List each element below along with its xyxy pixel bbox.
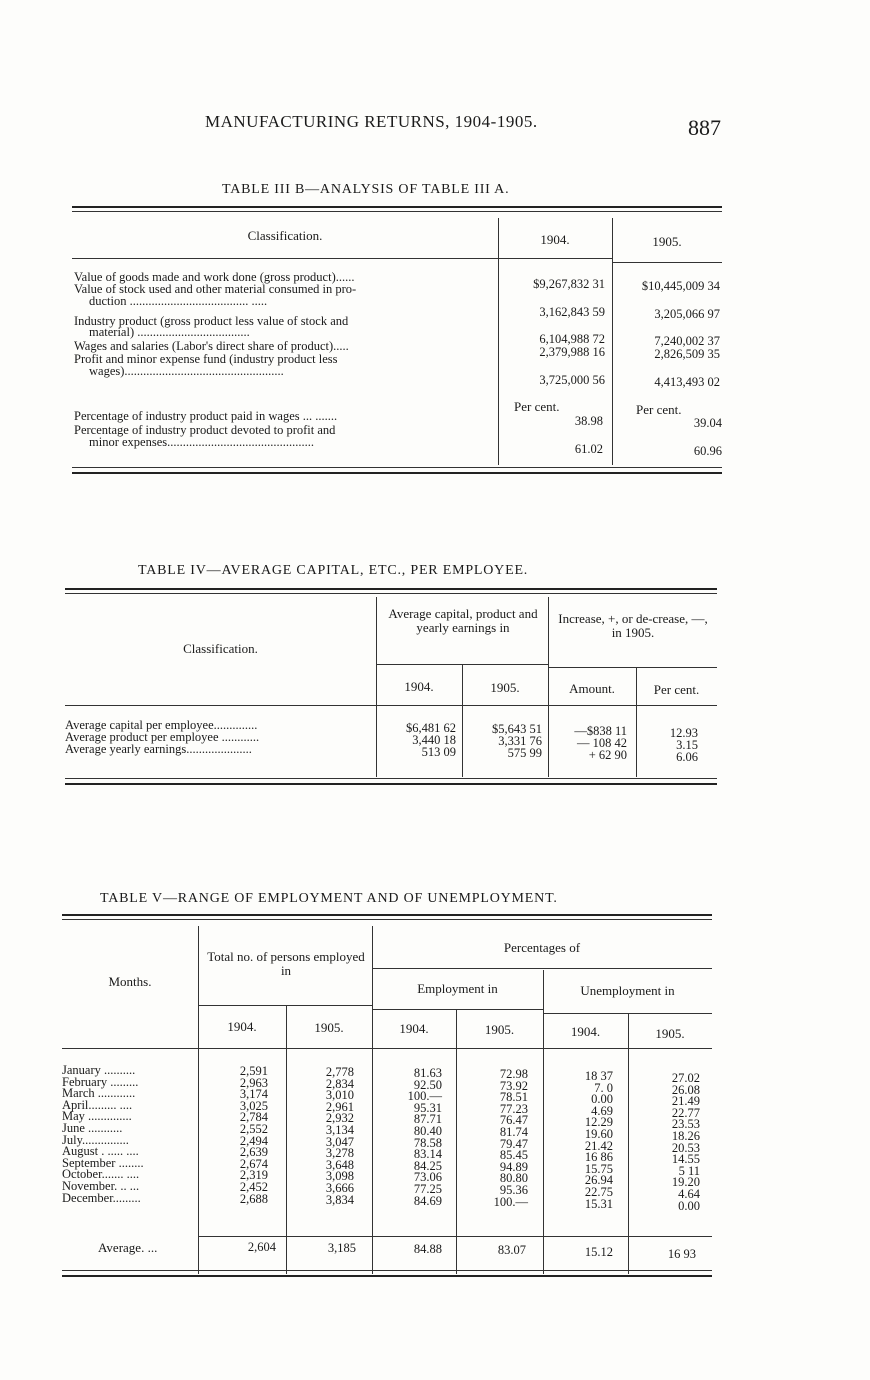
t5-total-1904: 3,174 xyxy=(239,1087,268,1102)
t4-value-percent: 6.06 xyxy=(676,750,698,764)
t5-month: September ........ xyxy=(62,1155,144,1170)
t5-average-emp-1904: 84.88 xyxy=(413,1242,442,1256)
t5-total-1904: 2,591 xyxy=(239,1064,268,1078)
t5-emp-1905: 94.89 xyxy=(499,1159,528,1174)
t3b-value-1905: 4,413,493 02 xyxy=(654,375,720,389)
t5-header-months: Months. xyxy=(108,974,152,989)
t3b-row-label: wages)................................................... xyxy=(89,364,284,378)
t3b-percent-label-1904: Per cent. xyxy=(514,399,560,414)
t3b-row-label: Industry product (gross product less value of stock and xyxy=(74,314,349,328)
t5-emp-1904: 100.— xyxy=(407,1089,442,1104)
t3b-row-label: Percentage of industry product paid in wages ... ....... xyxy=(74,409,338,423)
t5-emp-1905: 81.74 xyxy=(499,1125,528,1139)
t5-total-1905: 3,047 xyxy=(325,1134,354,1149)
t5-emp-1904: 77.25 xyxy=(413,1182,442,1196)
t5-header-emp-1904: 1904. xyxy=(399,1021,429,1036)
t5-total-1904: 2,674 xyxy=(239,1156,268,1171)
t5-header-total-1905: 1905. xyxy=(314,1020,344,1035)
t4-value-1905: $5,643 51 xyxy=(492,722,542,736)
t5-unemp-1904: 4.69 xyxy=(591,1103,613,1118)
t5-month: April......... .... xyxy=(62,1097,133,1112)
t3b-value-1905: 2,826,509 35 xyxy=(654,347,720,361)
t3b-value-1904: 3,725,000 56 xyxy=(539,373,605,387)
t3b-row-label: Wages and salaries (Labor's direct share of product)..... xyxy=(74,339,349,353)
t5-emp-1904: 73.06 xyxy=(413,1170,442,1185)
t5-average-total-1905: 3,185 xyxy=(327,1241,356,1255)
t5-emp-1904: 83.14 xyxy=(413,1147,442,1162)
t5-unemp-1905: 23.53 xyxy=(671,1117,700,1132)
t5-total-1905: 3,098 xyxy=(325,1169,354,1184)
t5-total-1904: 2,552 xyxy=(239,1122,268,1136)
t5-emp-1904: 84.25 xyxy=(413,1158,442,1173)
t4-value-1905: 575 99 xyxy=(507,746,542,760)
t5-unemp-1904: 16 86 xyxy=(584,1150,613,1165)
t5-total-1905: 2,932 xyxy=(325,1111,354,1126)
t5-header-total: Total no. of persons employed in xyxy=(207,949,365,978)
t5-emp-1905: 80.80 xyxy=(499,1171,528,1186)
t5-emp-1905: 78.51 xyxy=(499,1090,528,1105)
t5-header-unemployment: Unemployment in xyxy=(580,983,675,998)
t5-unemp-1905: 5 11 xyxy=(678,1163,700,1178)
t3b-value-1904: 3,162,843 59 xyxy=(539,305,605,319)
t5-emp-1904: 92.50 xyxy=(413,1077,442,1092)
t5-unemp-1904: 15.75 xyxy=(584,1161,613,1176)
t4-row-label: Average capital per employee.............. xyxy=(65,718,258,732)
t5-month: June ........... xyxy=(62,1121,123,1135)
t4-header-group-2: Increase, +, or de-crease, —, in 1905. xyxy=(558,611,708,640)
t5-unemp-1904: 15.31 xyxy=(584,1196,613,1211)
t5-total-1905: 3,278 xyxy=(325,1146,354,1161)
t5-month: January .......... xyxy=(62,1063,136,1077)
t5-emp-1904: 81.63 xyxy=(413,1066,442,1080)
t5-unemp-1905: 19.20 xyxy=(671,1175,700,1190)
t3b-value-1905: 39.04 xyxy=(693,416,722,430)
t5-emp-1905: 73.92 xyxy=(499,1078,528,1093)
t5-unemp-1905: 18.26 xyxy=(671,1129,700,1143)
t3b-header-classification: Classification. xyxy=(247,228,323,243)
t5-emp-1904: 78.58 xyxy=(413,1135,442,1150)
t5-emp-1904: 87.71 xyxy=(413,1112,442,1127)
t5-total-1904: 2,319 xyxy=(239,1168,268,1183)
t5-total-1905: 2,778 xyxy=(325,1065,354,1079)
t5-month: December......... xyxy=(62,1190,141,1205)
t5-unemp-1904: 12.29 xyxy=(584,1115,613,1130)
t5-average-emp-1905: 83.07 xyxy=(497,1243,526,1257)
t5-unemp-1904: 7. 0 xyxy=(594,1080,613,1095)
running-head: MANUFACTURING RETURNS, 1904-1905. xyxy=(205,112,538,131)
t5-unemp-1905: 27.02 xyxy=(671,1071,700,1085)
t5-month: May .............. xyxy=(62,1109,132,1124)
t4-value-amount: — 108 42 xyxy=(577,736,627,750)
t4-value-1905: 3,331 76 xyxy=(498,734,542,748)
t5-header-unemp-1904: 1904. xyxy=(570,1024,601,1039)
t5-total-1904: 2,494 xyxy=(239,1133,268,1148)
t3b-value-1905: $10,445,009 34 xyxy=(641,279,720,293)
t5-header-total-1904: 1904. xyxy=(227,1019,257,1034)
t5-total-1905: 3,648 xyxy=(325,1157,354,1172)
t5-emp-1905: 72.98 xyxy=(499,1067,528,1081)
t5-total-1905: 3,010 xyxy=(325,1088,354,1103)
t3b-row-label: minor expenses............................................... xyxy=(89,435,314,449)
t5-total-1904: 2,688 xyxy=(239,1191,268,1206)
t4-value-percent: 3.15 xyxy=(676,738,698,752)
t5-month: February ......... xyxy=(62,1074,139,1089)
table-3b-caption: TABLE III B—ANALYSIS OF TABLE III A. xyxy=(222,182,510,197)
t4-value-1904: 3,440 18 xyxy=(412,733,456,747)
t5-emp-1904: 84.69 xyxy=(413,1193,442,1208)
t3b-value-1904: 38.98 xyxy=(574,414,603,428)
t5-emp-1905: 76.47 xyxy=(499,1113,528,1128)
t5-total-1905: 3,134 xyxy=(325,1123,354,1137)
t4-header-percent: Per cent. xyxy=(653,682,700,697)
t5-unemp-1905: 0.00 xyxy=(678,1198,700,1213)
t5-unemp-1904: 18 37 xyxy=(584,1069,613,1083)
t5-total-1904: 3,025 xyxy=(239,1098,268,1113)
t3b-header-1905: 1905. xyxy=(652,234,682,249)
t5-total-1904: 2,452 xyxy=(239,1180,268,1194)
t5-emp-1905: 79.47 xyxy=(499,1136,528,1151)
t5-total-1904: 2,963 xyxy=(239,1075,268,1090)
t3b-value-1904: $9,267,832 31 xyxy=(533,277,605,291)
table-4-caption: TABLE IV—AVERAGE CAPITAL, ETC., PER EMPLOYEE. xyxy=(138,563,529,578)
t4-header-1905: 1905. xyxy=(490,680,520,695)
t3b-row-label: Value of stock used and other material consumed in pro- xyxy=(74,282,357,296)
t5-unemp-1905: 4.64 xyxy=(678,1187,700,1201)
t5-header-employment: Employment in xyxy=(417,981,498,996)
t4-header-1904: 1904. xyxy=(404,679,434,694)
t3b-value-1905: 3,205,066 97 xyxy=(654,307,720,321)
t5-unemp-1904: 0.00 xyxy=(591,1092,613,1107)
t3b-header-1904: 1904. xyxy=(540,232,570,247)
t4-row-label: Average product per employee ............ xyxy=(65,730,260,744)
t5-average-unemp-1904: 15.12 xyxy=(584,1245,613,1259)
t3b-value-1904: 2,379,988 16 xyxy=(539,345,605,359)
t5-unemp-1904: 26.94 xyxy=(584,1173,613,1188)
t5-month: March ............ xyxy=(62,1086,136,1101)
t3b-value-1904: 6,104,988 72 xyxy=(539,332,605,346)
t5-month: November. .. ... xyxy=(62,1179,140,1193)
t3b-value-1905: 7,240,002 37 xyxy=(654,334,720,348)
t5-emp-1905: 77.23 xyxy=(499,1101,528,1116)
t5-emp-1905: 85.45 xyxy=(499,1148,528,1163)
t5-emp-1905: 95.36 xyxy=(499,1183,528,1197)
t5-average-total-1904: 2,604 xyxy=(247,1240,276,1254)
t3b-row-label: Value of goods made and work done (gross product)...... xyxy=(74,270,355,284)
t4-value-amount: —$838 11 xyxy=(574,724,627,738)
t3b-row-label: Percentage of industry product devoted to profit and xyxy=(74,423,336,437)
t5-header-percentages: Percentages of xyxy=(503,940,581,955)
t5-unemp-1905: 26.08 xyxy=(671,1082,700,1097)
t3b-row-label: material) .................................... xyxy=(89,325,250,339)
t4-header-amount: Amount. xyxy=(569,681,615,696)
t4-value-amount: + 62 90 xyxy=(588,748,627,762)
table-5-caption: TABLE V—RANGE OF EMPLOYMENT AND OF UNEMPLOYMENT. xyxy=(100,891,558,906)
t4-row-label: Average yearly earnings..................... xyxy=(65,742,252,756)
t5-total-1904: 2,639 xyxy=(239,1145,268,1160)
t5-unemp-1905: 22.77 xyxy=(671,1105,700,1120)
t4-value-percent: 12.93 xyxy=(669,726,698,740)
t5-unemp-1904: 21.42 xyxy=(584,1138,613,1153)
t5-average-unemp-1905: 16 93 xyxy=(667,1247,696,1261)
t5-total-1904: 2,784 xyxy=(239,1110,268,1125)
t5-unemp-1905: 21.49 xyxy=(671,1094,700,1109)
t3b-row-label: duction ...................................... ..... xyxy=(89,294,268,308)
t5-emp-1904: 95.31 xyxy=(413,1100,442,1115)
t5-total-1905: 3,834 xyxy=(325,1192,354,1207)
t5-average-label: Average. ... xyxy=(98,1240,158,1255)
t5-header-unemp-1905: 1905. xyxy=(655,1026,685,1041)
t5-month: August . ..... .... xyxy=(62,1144,139,1159)
t5-unemp-1905: 14.55 xyxy=(671,1152,700,1167)
t4-value-1904: 513 09 xyxy=(421,745,456,759)
t5-emp-1905: 100.— xyxy=(493,1194,528,1209)
t5-emp-1904: 80.40 xyxy=(413,1124,442,1138)
t5-unemp-1905: 20.53 xyxy=(671,1140,700,1155)
t5-unemp-1904: 19.60 xyxy=(584,1127,613,1141)
t5-total-1905: 2,961 xyxy=(325,1099,354,1114)
t3b-value-1905: 60.96 xyxy=(693,444,722,458)
t3b-value-1904: 61.02 xyxy=(574,442,603,456)
t5-unemp-1904: 22.75 xyxy=(584,1185,613,1199)
t4-value-1904: $6,481 62 xyxy=(406,721,456,735)
t5-total-1905: 3,666 xyxy=(325,1181,354,1195)
t5-month: October....... .... xyxy=(62,1167,140,1182)
t5-total-1905: 2,834 xyxy=(325,1076,354,1091)
t3b-row-label: Profit and minor expense fund (industry product less xyxy=(74,352,338,366)
t3b-percent-label-1905: Per cent. xyxy=(636,402,682,417)
page-number: 887 xyxy=(688,115,721,140)
t4-header-group-1: Average capital, product and yearly earnings in xyxy=(388,606,538,635)
t4-header-classification: Classification. xyxy=(183,641,258,656)
t5-header-emp-1905: 1905. xyxy=(484,1022,515,1037)
t5-month: July............... xyxy=(62,1132,129,1147)
